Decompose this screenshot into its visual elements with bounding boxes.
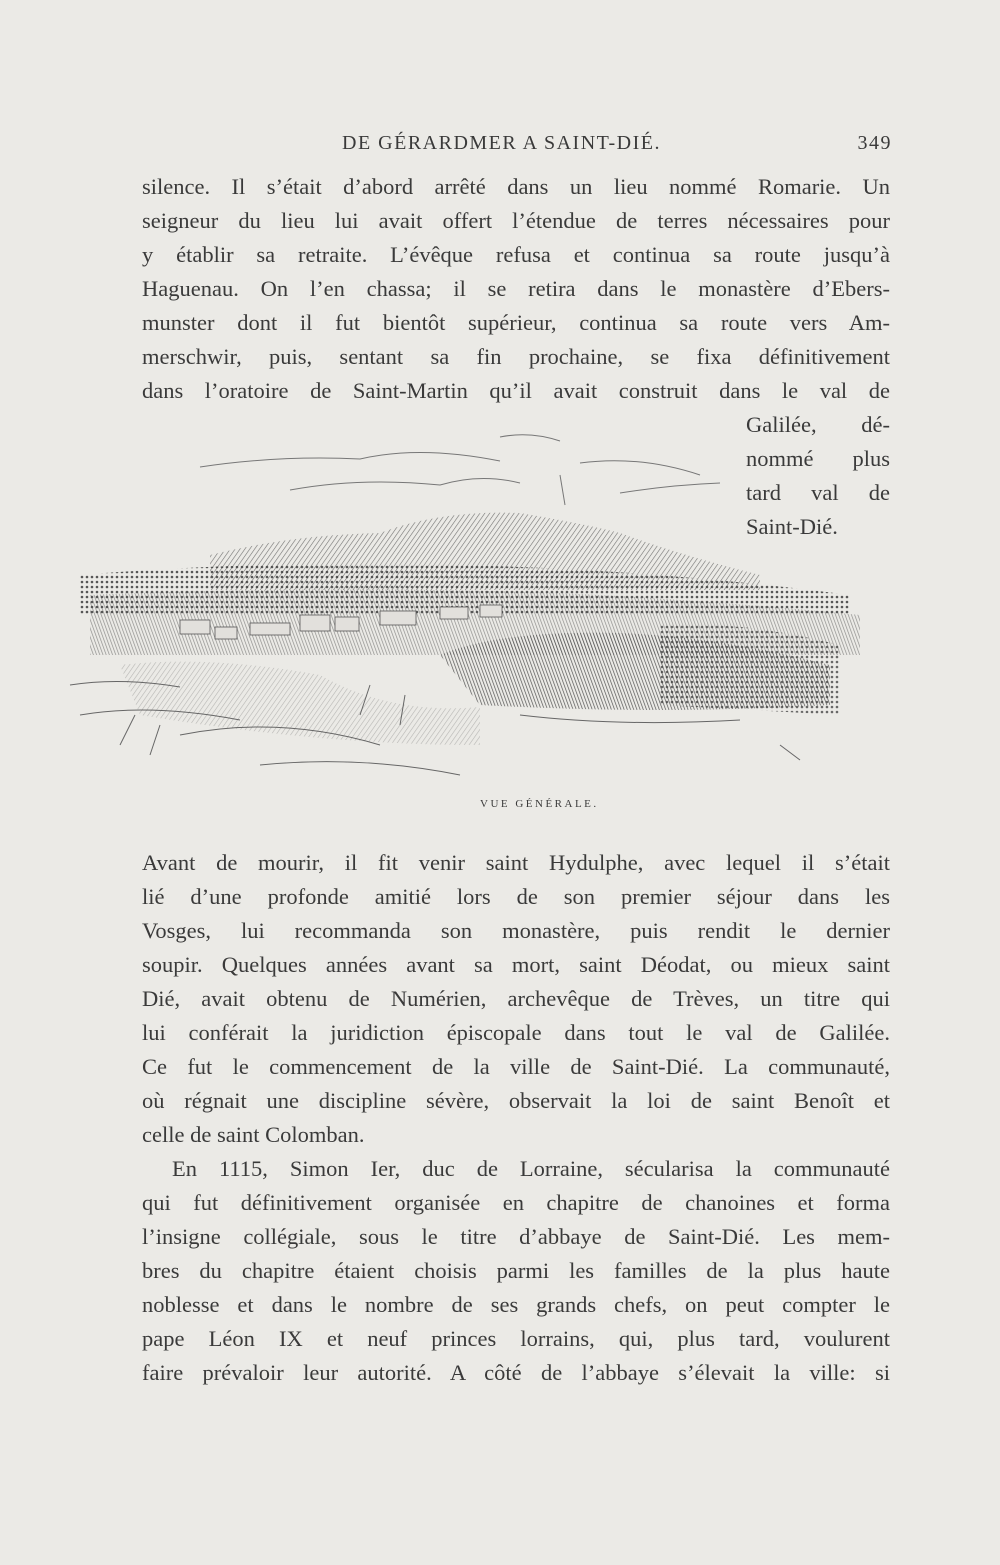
text-line: y établir sa retraite. L’évêque refusa et continua sa route jusqu’à <box>142 242 890 267</box>
text-line: dans l’oratoire de Saint-Martin qu’il avait construit dans le val de <box>142 378 890 403</box>
text-line-wrap: Galilée, dé- <box>746 412 890 437</box>
text-line: où régnait une discipline sévère, observait la loi de saint Benoît et <box>142 1088 890 1113</box>
text-line: pape Léon IX et neuf princes lorrains, qui, plus tard, voulurent <box>142 1326 890 1351</box>
text-line: seigneur du lieu lui avait offert l’étendue de terres nécessaires pour <box>142 208 890 233</box>
text-line-wrap: tard val de <box>746 480 890 505</box>
page-number: 349 <box>857 132 892 154</box>
text-line-wrap: nommé plus <box>746 446 890 471</box>
text-line: faire prévaloir leur autorité. A côté de l’abbaye s’élevait la ville: si <box>142 1360 890 1385</box>
text-line: Dié, avait obtenu de Numérien, archevêque de Trèves, un titre qui <box>142 986 890 1011</box>
text-line: celle de saint Colomban. <box>142 1122 365 1147</box>
text-line: noblesse et dans le nombre de ses grands chefs, on peut compter le <box>142 1292 890 1317</box>
text-line: munster dont il fut bientôt supérieur, continua sa route vers Am- <box>142 310 890 335</box>
text-line: Avant de mourir, il fit venir saint Hydulphe, avec lequel il s’était <box>142 850 890 875</box>
text-line: lié d’une profonde amitié lors de son premier séjour dans les <box>142 884 890 909</box>
text-line: bres du chapitre étaient choisis parmi les familles de la plus haute <box>142 1258 890 1283</box>
figure-caption: VUE GÉNÉRALE. <box>480 798 599 810</box>
text-line: merschwir, puis, sentant sa fin prochaine, se fixa définitivement <box>142 344 890 369</box>
text-line: Vosges, lui recommanda son monastère, puis rendit le dernier <box>142 918 890 943</box>
text-line: Ce fut le commencement de la ville de Saint-Dié. La communauté, <box>142 1054 890 1079</box>
text-line: soupir. Quelques années avant sa mort, saint Déodat, ou mieux saint <box>142 952 890 977</box>
text-line: silence. Il s’était d’abord arrêté dans un lieu nommé Romarie. Un <box>142 174 890 199</box>
running-title: DE GÉRARDMER A SAINT-DIÉ. <box>342 132 661 154</box>
text-line: lui conférait la juridiction épiscopale dans tout le val de Galilée. <box>142 1020 890 1045</box>
text-line: qui fut définitivement organisée en chapitre de chanoines et forma <box>142 1190 890 1215</box>
running-head <box>142 132 892 162</box>
text-line: Haguenau. On l’en chassa; il se retira dans le monastère d’Ebers- <box>142 276 890 301</box>
text-line-wrap: Saint-Dié. <box>746 514 838 539</box>
text-line: l’insigne collégiale, sous le titre d’abbaye de Saint-Dié. Les mem- <box>142 1224 890 1249</box>
text-line: En 1115, Simon Ier, duc de Lorraine, sécularisa la communauté <box>172 1156 890 1181</box>
landscape-engraving <box>60 415 880 810</box>
